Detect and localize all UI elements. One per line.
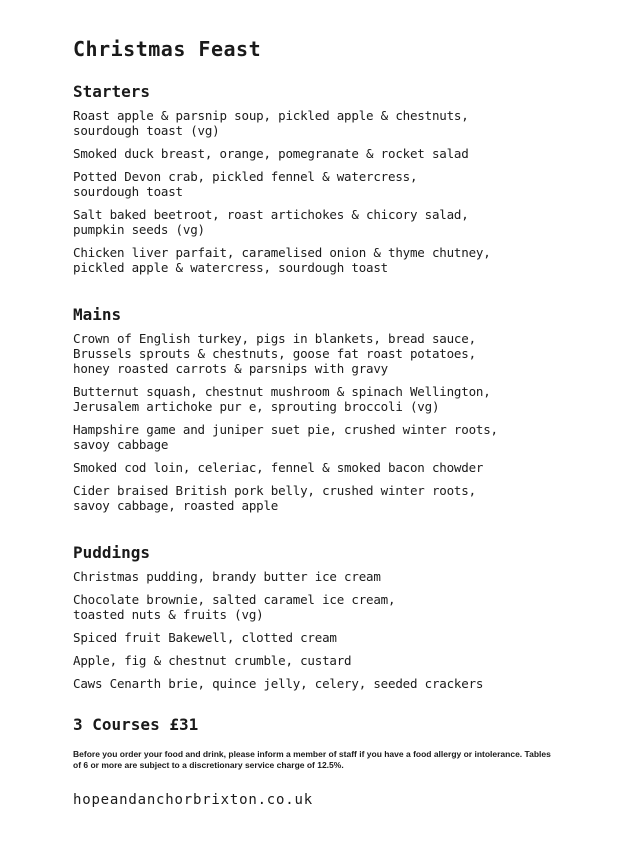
menu-item: Chicken liver parfait, caramelised onion & thyme chutney, pickled apple & watercress, sourdough toast xyxy=(73,245,491,275)
menu-item: Smoked cod loin, celeriac, fennel & smoked bacon chowder xyxy=(73,460,484,475)
mains-heading: Mains xyxy=(73,305,122,324)
menu-item: Smoked duck breast, orange, pomegranate & rocket salad xyxy=(73,146,469,161)
website-url: hopeandanchorbrixton.co.uk xyxy=(73,792,313,808)
menu-item: Butternut squash, chestnut mushroom & spinach Wellington, Jerusalem artichoke pur e, sprouting broccoli (vg) xyxy=(73,384,491,414)
mains-section xyxy=(73,305,603,513)
menu-item: Salt baked beetroot, roast artichokes & chicory salad, pumpkin seeds (vg) xyxy=(73,207,469,237)
menu-item: Chocolate brownie, salted caramel ice cream, toasted nuts & fruits (vg) xyxy=(73,592,396,622)
menu-item: Spiced fruit Bakewell, clotted cream xyxy=(73,630,337,645)
puddings-section xyxy=(73,543,603,691)
menu-item: Cider braised British pork belly, crushed winter roots, savoy cabbage, roasted apple xyxy=(73,483,476,513)
menu-item: Apple, fig & chestnut crumble, custard xyxy=(73,653,352,668)
menu-item: Hampshire game and juniper suet pie, crushed winter roots, savoy cabbage xyxy=(73,422,498,452)
allergy-notice: Before you order your food and drink, please inform a member of staff if you have a food allergy or intolerance. Tables of 6 or more are subject to a discretionary service charge of 12.5%. xyxy=(73,749,551,770)
menu-page xyxy=(73,36,603,809)
menu-item: Christmas pudding, brandy butter ice cream xyxy=(73,569,381,584)
menu-item: Crown of English turkey, pigs in blankets, bread sauce, Brussels sprouts & chestnuts, goose fat roast potatoes, honey roasted carrots & parsnips with gravy xyxy=(73,331,476,376)
starters-section xyxy=(73,82,603,275)
course-price: 3 Courses £31 xyxy=(73,715,199,734)
puddings-heading: Puddings xyxy=(73,543,151,562)
menu-item: Potted Devon crab, pickled fennel & watercress, sourdough toast xyxy=(73,169,418,199)
menu-item: Caws Cenarth brie, quince jelly, celery, seeded crackers xyxy=(73,676,484,691)
starters-heading: Starters xyxy=(73,82,151,101)
menu-item: Roast apple & parsnip soup, pickled apple & chestnuts, sourdough toast (vg) xyxy=(73,108,469,138)
menu-title: Christmas Feast xyxy=(73,37,262,61)
